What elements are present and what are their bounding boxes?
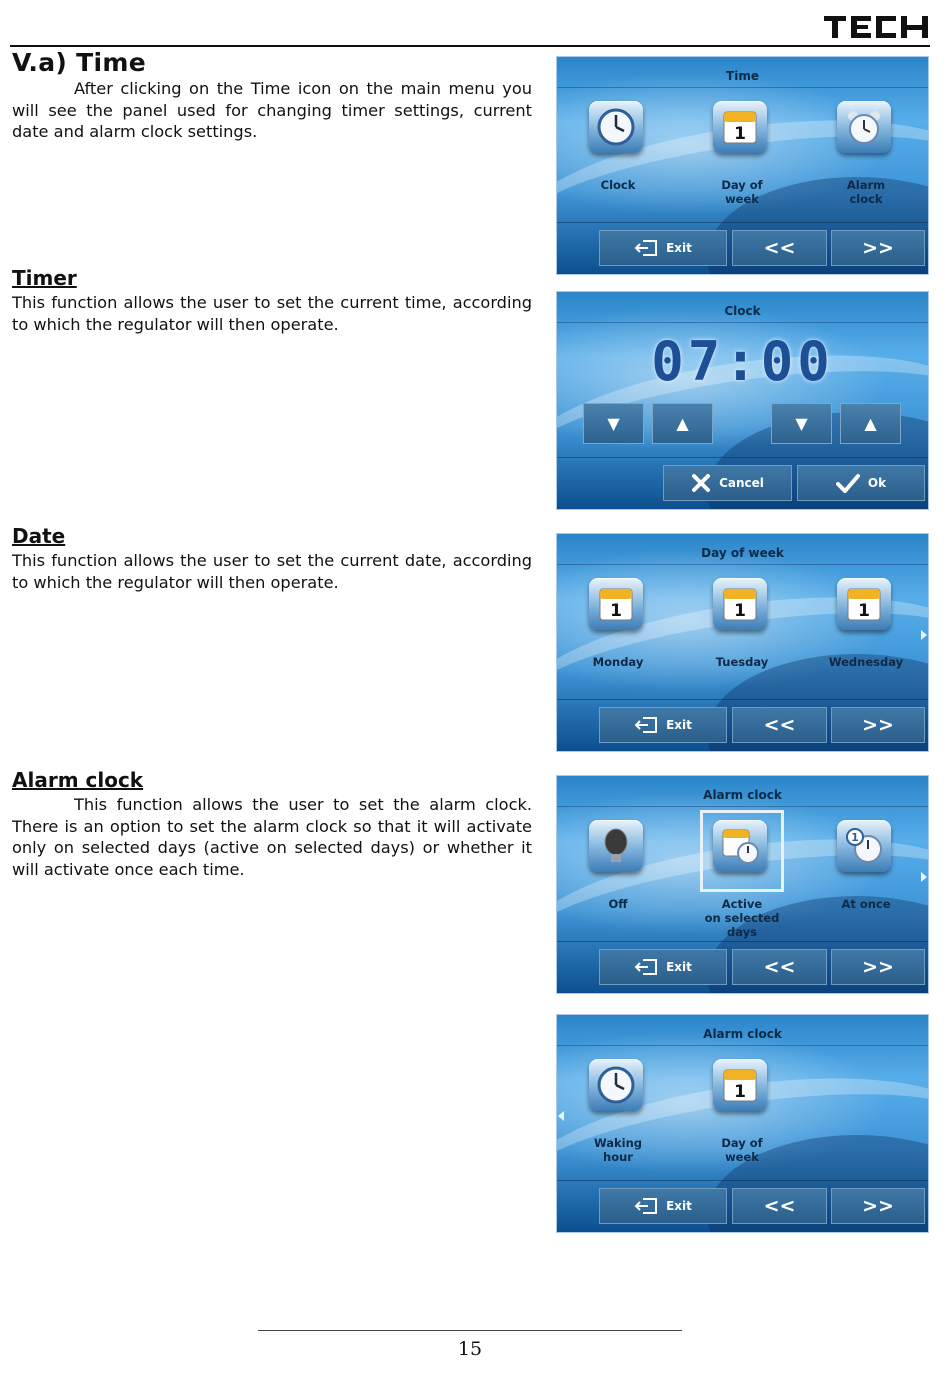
- scroll-right-arrow-icon[interactable]: [921, 872, 927, 882]
- svg-text:1: 1: [851, 831, 859, 844]
- hour-up-button[interactable]: ▲: [652, 403, 713, 444]
- panel-button-bar: [557, 457, 928, 509]
- scroll-right-arrow-icon[interactable]: [921, 630, 927, 640]
- calendar-icon: [844, 584, 884, 624]
- subsection-text-alarm-clock: [12, 794, 532, 880]
- cancel-x-icon: [691, 473, 711, 493]
- next-button[interactable]: >>: [831, 230, 925, 266]
- ok-button[interactable]: [797, 465, 925, 501]
- waking-hour-label: Waking hour: [593, 1136, 643, 1164]
- alarm-clock-text: This function allows the user to set the alarm clock. There is an option to set the alarm clock so that it will activate only on selected days (active on selected days) or whether it will activate once each time.: [12, 795, 532, 879]
- calendar-icon: [596, 584, 636, 624]
- at-once-option[interactable]: [837, 820, 895, 876]
- panel-title: Time: [557, 65, 928, 88]
- exit-icon: [634, 239, 658, 257]
- day-of-week-screen: [557, 534, 928, 751]
- day-of-week-label: Day of week: [721, 1136, 763, 1164]
- section-intro-text: After clicking on the Time icon on the main menu you will see the panel used for changing timer settings, current date and alarm clock settings.: [12, 79, 532, 141]
- active-on-selected-days-option[interactable]: [713, 820, 771, 876]
- exit-icon: [634, 1197, 658, 1215]
- tech-logo: [824, 14, 928, 40]
- tuesday-option[interactable]: [713, 578, 771, 634]
- clock-option[interactable]: [589, 101, 647, 157]
- panel-button-bar: [557, 699, 928, 751]
- subsection-title-date: Date: [12, 524, 66, 548]
- waking-hour-option[interactable]: [589, 1059, 647, 1115]
- exit-icon: [634, 958, 658, 976]
- exit-label: Exit: [666, 1199, 692, 1213]
- clock-icon: [596, 107, 636, 147]
- clock-icon: [596, 1065, 636, 1105]
- section-intro: [12, 78, 532, 143]
- exit-button[interactable]: [599, 230, 727, 266]
- at-once-label: At once: [841, 897, 891, 911]
- off-label: Off: [608, 897, 628, 911]
- calendar-icon: [720, 1065, 760, 1105]
- footer-rule: [258, 1330, 682, 1331]
- panel-button-bar: [557, 1180, 928, 1232]
- previous-button[interactable]: <<: [732, 1188, 827, 1224]
- page-number: 15: [457, 1338, 483, 1360]
- time-display: 07:00: [651, 330, 834, 393]
- clock-label: Clock: [600, 178, 636, 192]
- exit-label: Exit: [666, 241, 692, 255]
- panel-title: Clock: [557, 300, 928, 323]
- subsection-title-alarm-clock: Alarm clock: [12, 768, 144, 792]
- minute-down-button[interactable]: ▼: [771, 403, 832, 444]
- day-of-week-option[interactable]: [713, 1059, 771, 1115]
- monday-option[interactable]: [589, 578, 647, 634]
- cancel-label: Cancel: [719, 476, 764, 490]
- day-of-week-label: Day of week: [721, 178, 763, 206]
- svg-text:1: 1: [610, 601, 622, 621]
- panel-title: Day of week: [557, 542, 928, 565]
- panel-button-bar: [557, 941, 928, 993]
- minute-up-button[interactable]: ▲: [840, 403, 901, 444]
- tuesday-label: Tuesday: [715, 655, 769, 669]
- panel-title: Alarm clock: [557, 784, 928, 807]
- alarm-clock-mode-screen: [557, 776, 928, 993]
- previous-button[interactable]: <<: [732, 230, 827, 266]
- subsection-text-date: This function allows the user to set the current date, according to which the regulator will then operate.: [12, 551, 532, 592]
- svg-text:1: 1: [734, 124, 746, 144]
- header-rule: [10, 45, 930, 47]
- alarm-clock-icon: [844, 107, 884, 147]
- next-button[interactable]: >>: [831, 707, 925, 743]
- alarm-clock-option[interactable]: [837, 101, 895, 157]
- exit-label: Exit: [666, 718, 692, 732]
- calendar-icon: [720, 584, 760, 624]
- calendar-icon: [720, 107, 760, 147]
- panel-title: Alarm clock: [557, 1023, 928, 1046]
- time-menu-screen: [557, 57, 928, 274]
- off-option[interactable]: [589, 820, 647, 876]
- alarm-clock-settings-screen: [557, 1015, 928, 1232]
- hour-down-button[interactable]: ▼: [583, 403, 644, 444]
- exit-button[interactable]: [599, 1188, 727, 1224]
- day-of-week-option[interactable]: [713, 101, 771, 157]
- previous-button[interactable]: <<: [732, 707, 827, 743]
- scroll-left-arrow-icon[interactable]: [558, 1111, 564, 1121]
- alarm-once-icon: [844, 826, 884, 866]
- subsection-title-timer: Timer: [12, 266, 77, 290]
- panel-button-bar: [557, 222, 928, 274]
- previous-button[interactable]: <<: [732, 949, 827, 985]
- active-on-selected-days-label: Active on selected days: [704, 897, 780, 939]
- clock-setting-screen: [557, 292, 928, 509]
- section-title: V.a) Time: [12, 48, 146, 77]
- exit-icon: [634, 716, 658, 734]
- light-bulb-icon: [596, 826, 636, 866]
- calendar-alarm-icon: [720, 826, 760, 866]
- exit-button[interactable]: [599, 707, 727, 743]
- svg-text:1: 1: [858, 601, 870, 621]
- exit-button[interactable]: [599, 949, 727, 985]
- next-button[interactable]: >>: [831, 949, 925, 985]
- next-button[interactable]: >>: [831, 1188, 925, 1224]
- wednesday-option[interactable]: [837, 578, 895, 634]
- wednesday-label: Wednesday: [828, 655, 904, 669]
- svg-text:1: 1: [734, 601, 746, 621]
- subsection-text-timer: This function allows the user to set the current time, according to which the regulator will then operate.: [12, 293, 532, 334]
- ok-label: Ok: [867, 476, 887, 490]
- cancel-button[interactable]: [663, 465, 792, 501]
- alarm-clock-label: Alarm clock: [846, 178, 886, 206]
- exit-label: Exit: [666, 960, 692, 974]
- checkmark-icon: [836, 473, 860, 493]
- monday-label: Monday: [592, 655, 644, 669]
- svg-text:1: 1: [734, 1082, 746, 1102]
